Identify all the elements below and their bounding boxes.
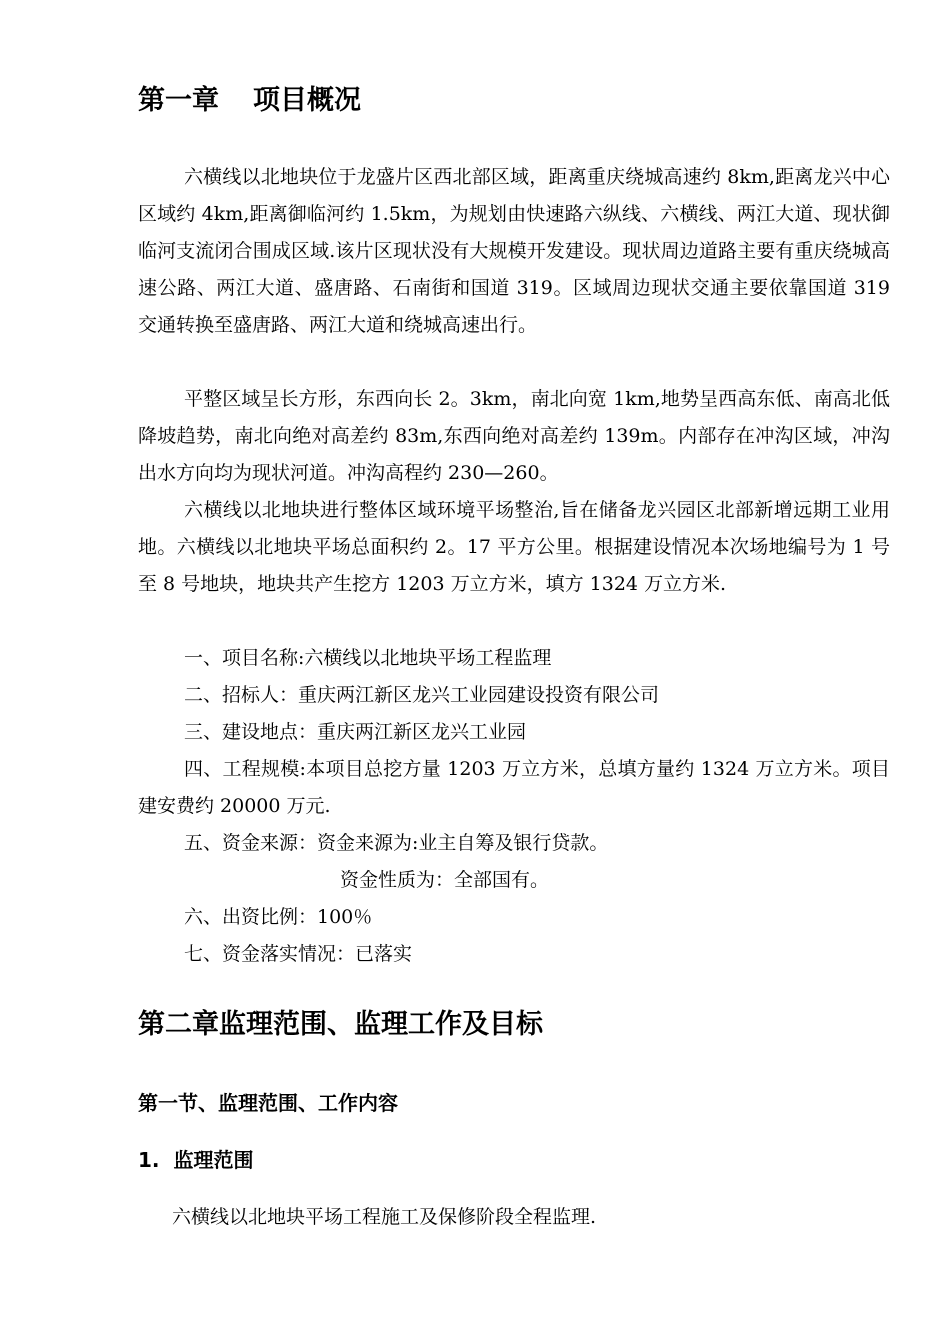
item-funding-source: 五、资金来源：资金来源为:业主自筹及银行贷款。: [184, 832, 609, 854]
item-funding-nature: 资金性质为：全部国有。: [340, 869, 550, 891]
item-bidder: 二、招标人：重庆两江新区龙兴工业园建设投资有限公司: [184, 684, 660, 706]
subsection-1-heading: 1. 监理范围: [138, 1148, 254, 1172]
supervision-scope-text: 六横线以北地块平场工程施工及保修阶段全程监理.: [172, 1206, 597, 1228]
overview-paragraph-1: 六横线以北地块位于龙盛片区西北部区域，距离重庆绕城高速约 8km,距离龙兴中心区域约 4km,距离御临河约 1.5km，为规划由快速路六纵线、六横线、两江大道、现状御临河支流闭合围成区域.该片区现状没有大规模开发建设。现状周边道路主要有重庆绕城高速公路、两江大道、盛唐路、石南街和国道 319。区域周边现状交通主要依靠国道 319 交通转换至盛唐路、两江大道和绕城高速出行。: [138, 166, 890, 336]
chapter-1-label: 第一章: [138, 85, 219, 116]
item-scale: 四、工程规模:本项目总挖方量 1203 万立方米，总填方量约 1324 万立方米。项目建安费约 20000 万元.: [138, 758, 890, 817]
section-1-heading: 第一节、监理范围、工作内容: [138, 1091, 398, 1115]
item-investment-ratio: 六、出资比例：100％: [184, 906, 373, 928]
overview-paragraph-2: 平整区域呈长方形，东西向长 2。3km，南北向宽 1km,地势呈西高东低、南高北低降坡趋势，南北向绝对高差约 83m,东西向绝对高差约 139m。内部存在冲沟区域，冲沟出水方向均为现状河道。冲沟高程约 230—260。: [138, 388, 890, 484]
chapter-1-heading: [138, 83, 361, 119]
overview-paragraph-3: 六横线以北地块进行整体区域环境平场整治,旨在储备龙兴园区北部新增远期工业用地。六横线以北地块平场总面积约 2。17 平方公里。根据建设情况本次场地编号为 1 号至 8 号地块，地块共产生挖方 1203 万立方米，填方 1324 万立方米.: [138, 499, 890, 595]
item-project-name: 一、项目名称:六横线以北地块平场工程监理: [184, 647, 552, 669]
chapter-2-heading: 第二章监理范围、监理工作及目标: [138, 1009, 543, 1040]
chapter-1-title: 项目概况: [253, 85, 361, 116]
item-funding-implementation: 七、资金落实情况：已落实: [184, 943, 413, 965]
item-location: 三、建设地点：重庆两江新区龙兴工业园: [184, 721, 527, 743]
